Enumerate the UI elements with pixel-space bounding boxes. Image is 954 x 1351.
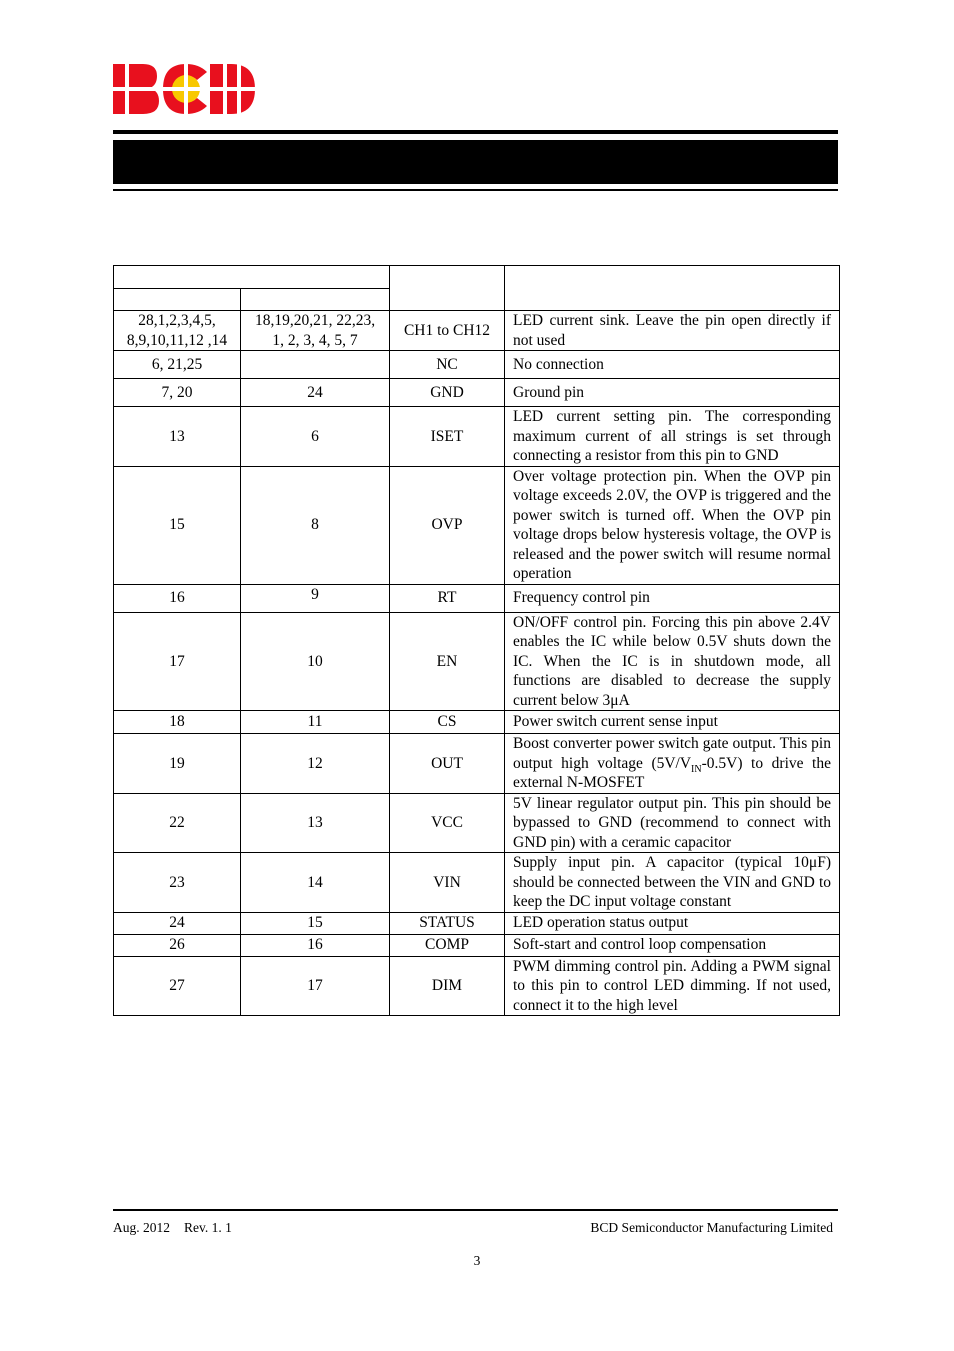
pin-number-package-a: 19 xyxy=(114,734,241,794)
pin-number-package-a: 15 xyxy=(114,466,241,584)
pin-number-package-b: 15 xyxy=(241,912,390,934)
footer-rule xyxy=(113,1209,838,1211)
table-row xyxy=(114,351,840,379)
function-subscript: IN xyxy=(691,763,702,775)
footer-date: Aug. 2012 xyxy=(113,1220,170,1235)
pin-number-package-a: 17 xyxy=(114,612,241,711)
function-text: Boost converter power switch gate output. This pin output high voltage (5V/V xyxy=(513,735,831,772)
pin-name: EN xyxy=(390,612,505,711)
pin-name: OUT xyxy=(390,734,505,794)
header-cell-package-b xyxy=(241,289,390,311)
pin-number-package-b: 8 xyxy=(241,466,390,584)
footer-revision: Rev. 1. 1 xyxy=(184,1220,232,1235)
pin-name: ISET xyxy=(390,407,505,467)
pin-name: CS xyxy=(390,711,505,734)
pin-description-table xyxy=(113,265,840,1016)
pin-number-package-b: 17 xyxy=(241,956,390,1016)
footer-company: BCD Semiconductor Manufacturing Limited xyxy=(590,1220,833,1235)
pin-function xyxy=(505,734,840,794)
table-row xyxy=(114,311,840,351)
pin-number-package-a: 23 xyxy=(114,853,241,913)
header-underline xyxy=(113,189,838,191)
pin-function: PWM dimming control pin. Adding a PWM signal to this pin to control LED dimming. If not used, connect it to the high level xyxy=(505,956,840,1016)
pin-number-package-b: 9 xyxy=(241,584,390,612)
pin-name: OVP xyxy=(390,466,505,584)
pin-function: Over voltage protection pin. When the OVP pin voltage exceeds 2.0V, the OVP is triggered and the power switch is turned off. When the OVP pin voltage drops below hysteresis voltage, the OVP is released and the power switch will resume normal operation xyxy=(505,466,840,584)
pin-number-package-a: 28,1,2,3,4,5, 8,9,10,11,12 ,14 xyxy=(114,311,241,351)
pin-function: Ground pin xyxy=(505,379,840,407)
table-row xyxy=(114,584,840,612)
header-cell-package-a xyxy=(114,289,241,311)
pin-function: No connection xyxy=(505,351,840,379)
pin-number-package-b: 6 xyxy=(241,407,390,467)
table-row xyxy=(114,612,840,711)
table-row xyxy=(114,853,840,913)
pin-function: LED current setting pin. The corresponding maximum current of all strings is set through connecting a resistor from this pin to GND xyxy=(505,407,840,467)
table-row xyxy=(114,912,840,934)
table-row xyxy=(114,734,840,794)
pin-function: LED current sink. Leave the pin open directly if not used xyxy=(505,311,840,351)
pin-number-package-b: 24 xyxy=(241,379,390,407)
function-text: -0.5V) to drive the external N-MOSFET xyxy=(513,754,831,791)
pin-name: NC xyxy=(390,351,505,379)
pin-number-package-b: 13 xyxy=(241,793,390,853)
pin-name: STATUS xyxy=(390,912,505,934)
pin-name: DIM xyxy=(390,956,505,1016)
pin-name: GND xyxy=(390,379,505,407)
title-bar xyxy=(113,140,838,184)
pin-number-package-a: 22 xyxy=(114,793,241,853)
table-row xyxy=(114,407,840,467)
pin-number-package-b: 14 xyxy=(241,853,390,913)
table-row xyxy=(114,956,840,1016)
pin-name: VCC xyxy=(390,793,505,853)
pin-number-package-b: 11 xyxy=(241,711,390,734)
bcd-logo xyxy=(113,64,255,114)
pin-number-package-b: 10 xyxy=(241,612,390,711)
pin-name: COMP xyxy=(390,934,505,956)
pin-function: Soft-start and control loop compensation xyxy=(505,934,840,956)
pin-number-package-a: 26 xyxy=(114,934,241,956)
pin-number-package-a: 7, 20 xyxy=(114,379,241,407)
pin-number-package-a: 6, 21,25 xyxy=(114,351,241,379)
table-row xyxy=(114,793,840,853)
header-cell-pin-number xyxy=(114,266,390,289)
pin-number-package-b xyxy=(241,351,390,379)
pin-number-package-b: 16 xyxy=(241,934,390,956)
pin-number-package-b: 12 xyxy=(241,734,390,794)
table-header-row xyxy=(114,266,840,289)
pin-name: CH1 to CH12 xyxy=(390,311,505,351)
pin-name: RT xyxy=(390,584,505,612)
pin-function: 5V linear regulator output pin. This pin should be bypassed to GND (recommend to connect with GND pin) with a ceramic capacitor xyxy=(505,793,840,853)
pin-number-package-a: 16 xyxy=(114,584,241,612)
pin-number-package-a: 24 xyxy=(114,912,241,934)
footer-left xyxy=(113,1220,232,1236)
page-number: 3 xyxy=(473,1253,481,1268)
table-row xyxy=(114,379,840,407)
pin-function: Frequency control pin xyxy=(505,584,840,612)
pin-number-package-a: 13 xyxy=(114,407,241,467)
table-row xyxy=(114,711,840,734)
pin-function: Power switch current sense input xyxy=(505,711,840,734)
pin-function: LED operation status output xyxy=(505,912,840,934)
pin-number-package-b: 18,19,20,21, 22,23, 1, 2, 3, 4, 5, 7 xyxy=(241,311,390,351)
pin-function: ON/OFF control pin. Forcing this pin above 2.4V enables the IC while below 0.5V shuts down the IC. When the IC is in shutdown mode, all functions are disabled to decrease the supply current below 3μA xyxy=(505,612,840,711)
pin-function: Supply input pin. A capacitor (typical 10μF) should be connected between the VIN and GND to keep the DC input voltage constant xyxy=(505,853,840,913)
header-cell-pin-name xyxy=(390,266,505,311)
table-row xyxy=(114,466,840,584)
pin-number-package-a: 27 xyxy=(114,956,241,1016)
header-rule xyxy=(113,130,838,134)
header-cell-function xyxy=(505,266,840,311)
pin-name: VIN xyxy=(390,853,505,913)
pin-number-package-a: 18 xyxy=(114,711,241,734)
table-row xyxy=(114,934,840,956)
